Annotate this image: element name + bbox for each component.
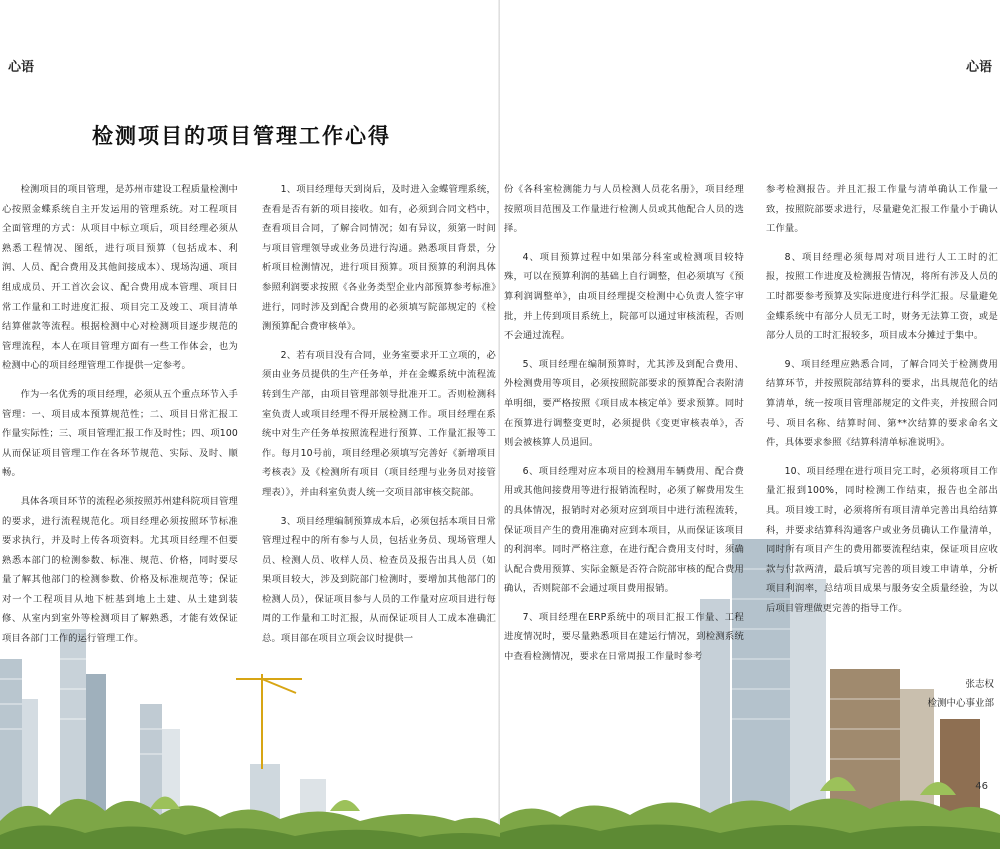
right-page-column-2 <box>766 180 998 627</box>
paragraph: 检测项目的项目管理，是苏州市建设工程质量检测中心按照金蝶系统自主开发运用的管理系统。对工程项目全面管理的方式：从项目中标立项后，项目经理必须从熟悉工程情况、图纸，进行项目预算（包括成本、利润、人员、配合费用及其他间接成本）、现场沟通、项目组成成员、开工首次会议、配合费用成本管理、项目日常工作量和工时进度汇报、项目完工及竣工、项目清单结算催款等流程。根据检测中心对检测项目逐步规范的管理流程，本人在项目管理方面有一些工作体会，也为检测中心的项目经理管理工作提供一定参考。 <box>2 184 238 372</box>
left-page-column-1 <box>2 180 238 658</box>
paragraph: 9、项目经理应熟悉合同，了解合同关于检测费用结算环节，并按照院部结算科的要求，出具规范化的结算清单，统一按项目管理部规定的文件夹，并按照合同号、项目名称、结算时间、第**次结算的要求命名文件，具体要求参照《结算科清单标准说明》。 <box>766 358 998 449</box>
paragraph: 份《各科室检测能力与人员检测人员花名册》，项目经理按照项目范围及工作量进行检测人员或其他配合人员的选择。 <box>504 184 744 235</box>
paragraph: 4、项目预算过程中如果部分科室或检测项目较特殊，可以在预算利润的基础上自行调整，但必须填写《预算利润调整单》，由项目经理提交检测中心负责人签字审批，并上传到项目系统上，院部可以通过审核流程，否则不会通过流程。 <box>504 251 744 342</box>
paragraph: 8、项目经理必须每周对项目进行人工工时的汇报，按照工作进度及检测报告情况，将所有涉及人员的工时都要参考预算及实际进度进行科学汇报。尽量避免金蝶系统中有部分人员无工时，财务无法算工资，或是部分人员的工时汇报较多，项目成本分摊过于集中。 <box>766 251 998 342</box>
author-name: 张志权 <box>965 679 994 690</box>
paragraph: 1、项目经理每天到岗后，及时进入金蝶管理系统，查看是否有新的项目接收。如有，必须到合同文档中，查看项目合同，了解合同情况；如有异议，须第一时间与项目管理领导或业务员进行沟通。熟悉项目背景，分析项目检测情况，进行项目预算。项目预算的利润具体参照利润要求按照《各业务类型企业内部预算参考标准》进行，同时涉及到配合费用的必须填写院部规定的《检测预算配合费审核单》。 <box>262 184 496 333</box>
section-tag-right: 心语 <box>965 60 992 75</box>
section-tag-left: 心语 <box>8 60 35 75</box>
paragraph: 10、项目经理在进行项目完工时，必须将项目工作量汇报到100%，同时检测工作结束，报告也全部出具。项目竣工时，必须将所有项目清单完善出具给结算科，并要求结算科沟通客户或业务员确认工作量清单，同时所有项目产生的费用都要流程结束，保证项目应收款与付款两清，最后填写完善的项目竣工申请单，分析项目利润率，总结项目成果与服务安全质量经验，为以后项目管理做更完善的指导工作。 <box>766 465 998 614</box>
right-page-column-1 <box>504 180 744 676</box>
paragraph: 7、项目经理在ERP系统中的项目汇报工作量、工程进度情况时，要尽量熟悉项目在建运行情况，到检测系统中查看检测情况，要求在日常周报工作量时参考 <box>504 611 744 663</box>
paragraph: 参考检测报告。并且汇报工作量与清单确认工作量一致，按照院部要求进行，尽量避免汇报工作量小于确认工作量。 <box>766 184 998 235</box>
paragraph: 2、若有项目没有合同，业务室要求开工立项的，必须由业务员提供的生产任务单，并在金蝶系统中流程流转到生产部，由项目管理部领导批准开工。否则检测科室负责人或项目经理不得开展检测工作。项目经理在系统中对生产任务单按照流程进行预算、工作量汇报等工作。每月10号前，项目经理必须填写完善好《新增项目考核表》及《检测所有项目（项目经理与业务员对接管理表）》，并由科室负责人统一交项目部审核交院部。 <box>262 349 496 498</box>
paragraph: 5、项目经理在编制预算时，尤其涉及到配合费用、外检测费用等项目，必须按照院部要求的预算配合表附清单明细，要严格按照《项目成本核定单》要求预算。同时在预算进行调整变更时，必须提供《变更审核表单》，否则会被核算人员退回。 <box>504 358 744 449</box>
paragraph: 具体各项目环节的流程必须按照苏州建科院项目管理的要求，进行流程规范化。项目经理必须按照环节标准要求执行，并及时上传各项资料。尤其项目经理不但要熟悉本部门的检测参数、标准、规范、价格，同时要尽量了解其他部门的检测参数、价格及标准规范等；保证对一个工程项目从地下桩基到地上土建、从土建到装修、从室内到室外等检测项目了解熟悉，才能有效保证项目各部门工作的运行管理工作。 <box>2 495 238 645</box>
article-title: 检测项目的项目管理工作心得 <box>92 124 391 149</box>
paragraph: 作为一名优秀的项目经理，必须从五个重点环节入手管理：一、项目成本预算规范性；二、项目日常汇报工作量实际性；三、项目管理汇报工作及时性；四、项100从而保证项目管理工作在各环节规范、实际、及时、顺畅。 <box>2 388 238 479</box>
left-page-column-2 <box>262 180 496 658</box>
paragraph: 3、项目经理编制预算成本后，必须包括本项目日常管理过程中的所有参与人员，包括业务员、现场管理人员、检测人员、收样人员、检查员及报告出具人员（如果项目较大，涉及到院部门检测时，要增加其他部门的检测人员），保证项目参与人员的工作量对应项目进行每周的工作量和工时汇报，从而保证项目人工成本准确汇总。项目部在项目立项会议时提供一 <box>262 515 496 645</box>
author-byline <box>927 675 994 713</box>
right-page <box>500 0 1000 849</box>
author-department: 检测中心事业部 <box>927 698 994 709</box>
page-number: 46 <box>975 781 988 792</box>
paragraph: 6、项目经理对应本项目的检测用车辆费用、配合费用或其他间接费用等进行报销流程时，必须了解费用发生的具体情况，报销时对必须对应到项目中进行流程流转，保证项目产生的费用准确对应到本项目，从而保证该项目的利润率。同时严格注意，在进行配合费用支付时，须确认配合费用预算、实际金额是否符合院部审核的配合费用确认，否则院部不会通过项目费用报销。 <box>504 465 744 595</box>
